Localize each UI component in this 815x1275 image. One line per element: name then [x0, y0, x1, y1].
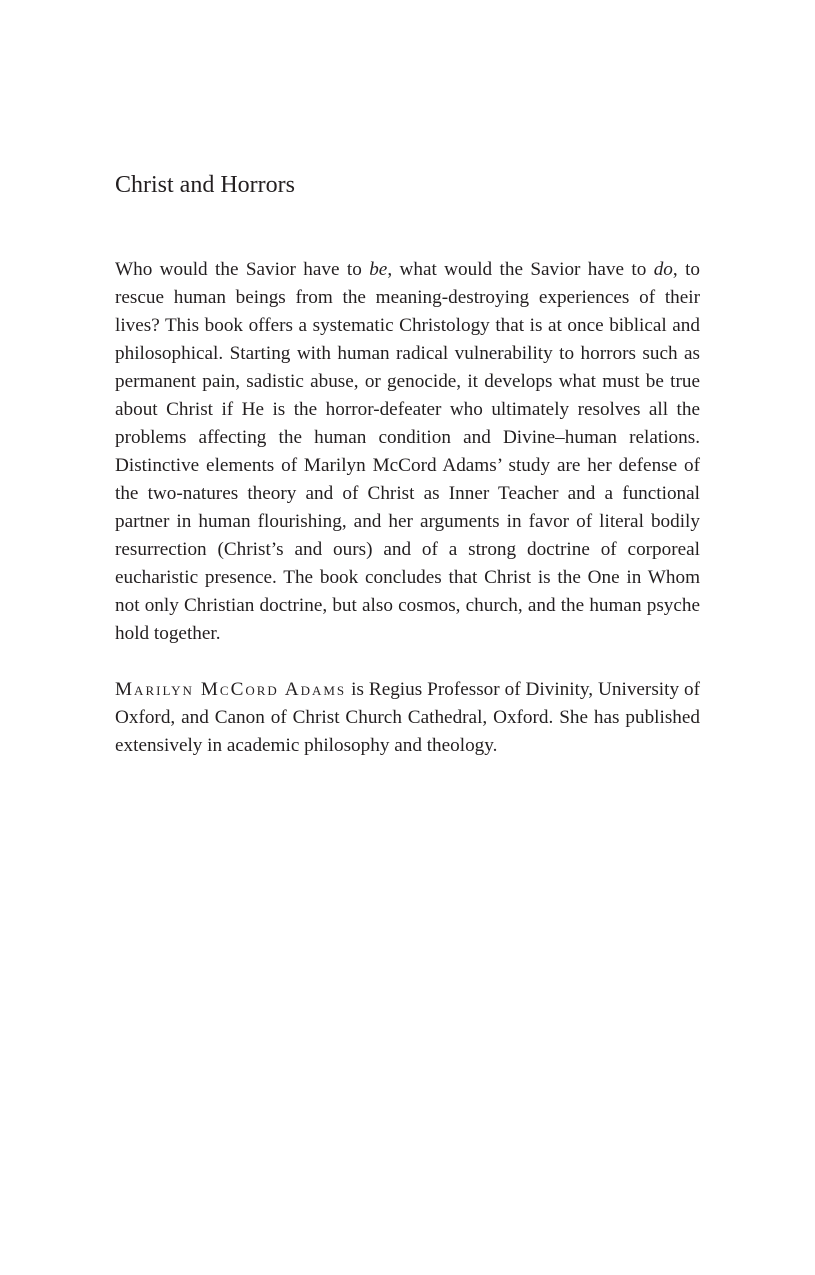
- description-emphasis-be: be: [369, 259, 388, 280]
- book-description: [115, 256, 700, 648]
- description-text-1: Who would the Savior have to: [115, 259, 370, 280]
- author-bio: [115, 676, 700, 760]
- description-emphasis-do: do: [653, 259, 673, 280]
- author-bio-text: is Regius Professor of Divinity, University of Oxford, and Canon of Christ Church Cathedral, Oxford. She has published extensively in academic philosophy and theology.: [115, 679, 700, 756]
- description-text-2: , what would the Savior have to: [387, 259, 654, 280]
- author-name: Marilyn McCord Adams: [115, 679, 347, 700]
- book-title: Christ and Horrors: [115, 172, 295, 198]
- description-text-3: , to rescue human beings from the meaning-destroying experiences of their lives? This book offers a systematic Christology that is at once biblical and philosophical. Starting with human radical vulnerability to horrors such as permanent pain, sadistic abuse, or genocide, it develops what must be true about Christ if He is the horror-defeater who ultimately resolves all the problems affecting the human condition and Divine–human relations. Distinctive elements of Marilyn McCord Adams’ study are her defense of the two-natures theory and of Christ as Inner Teacher and a functional partner in human flourishing, and her arguments in favor of literal bodily resurrection (Christ’s and ours) and of a strong doctrine of corporeal eucharistic presence. The book concludes that Christ is the One in Whom not only Christian doctrine, but also cosmos, church, and the human psyche hold together.: [115, 259, 700, 644]
